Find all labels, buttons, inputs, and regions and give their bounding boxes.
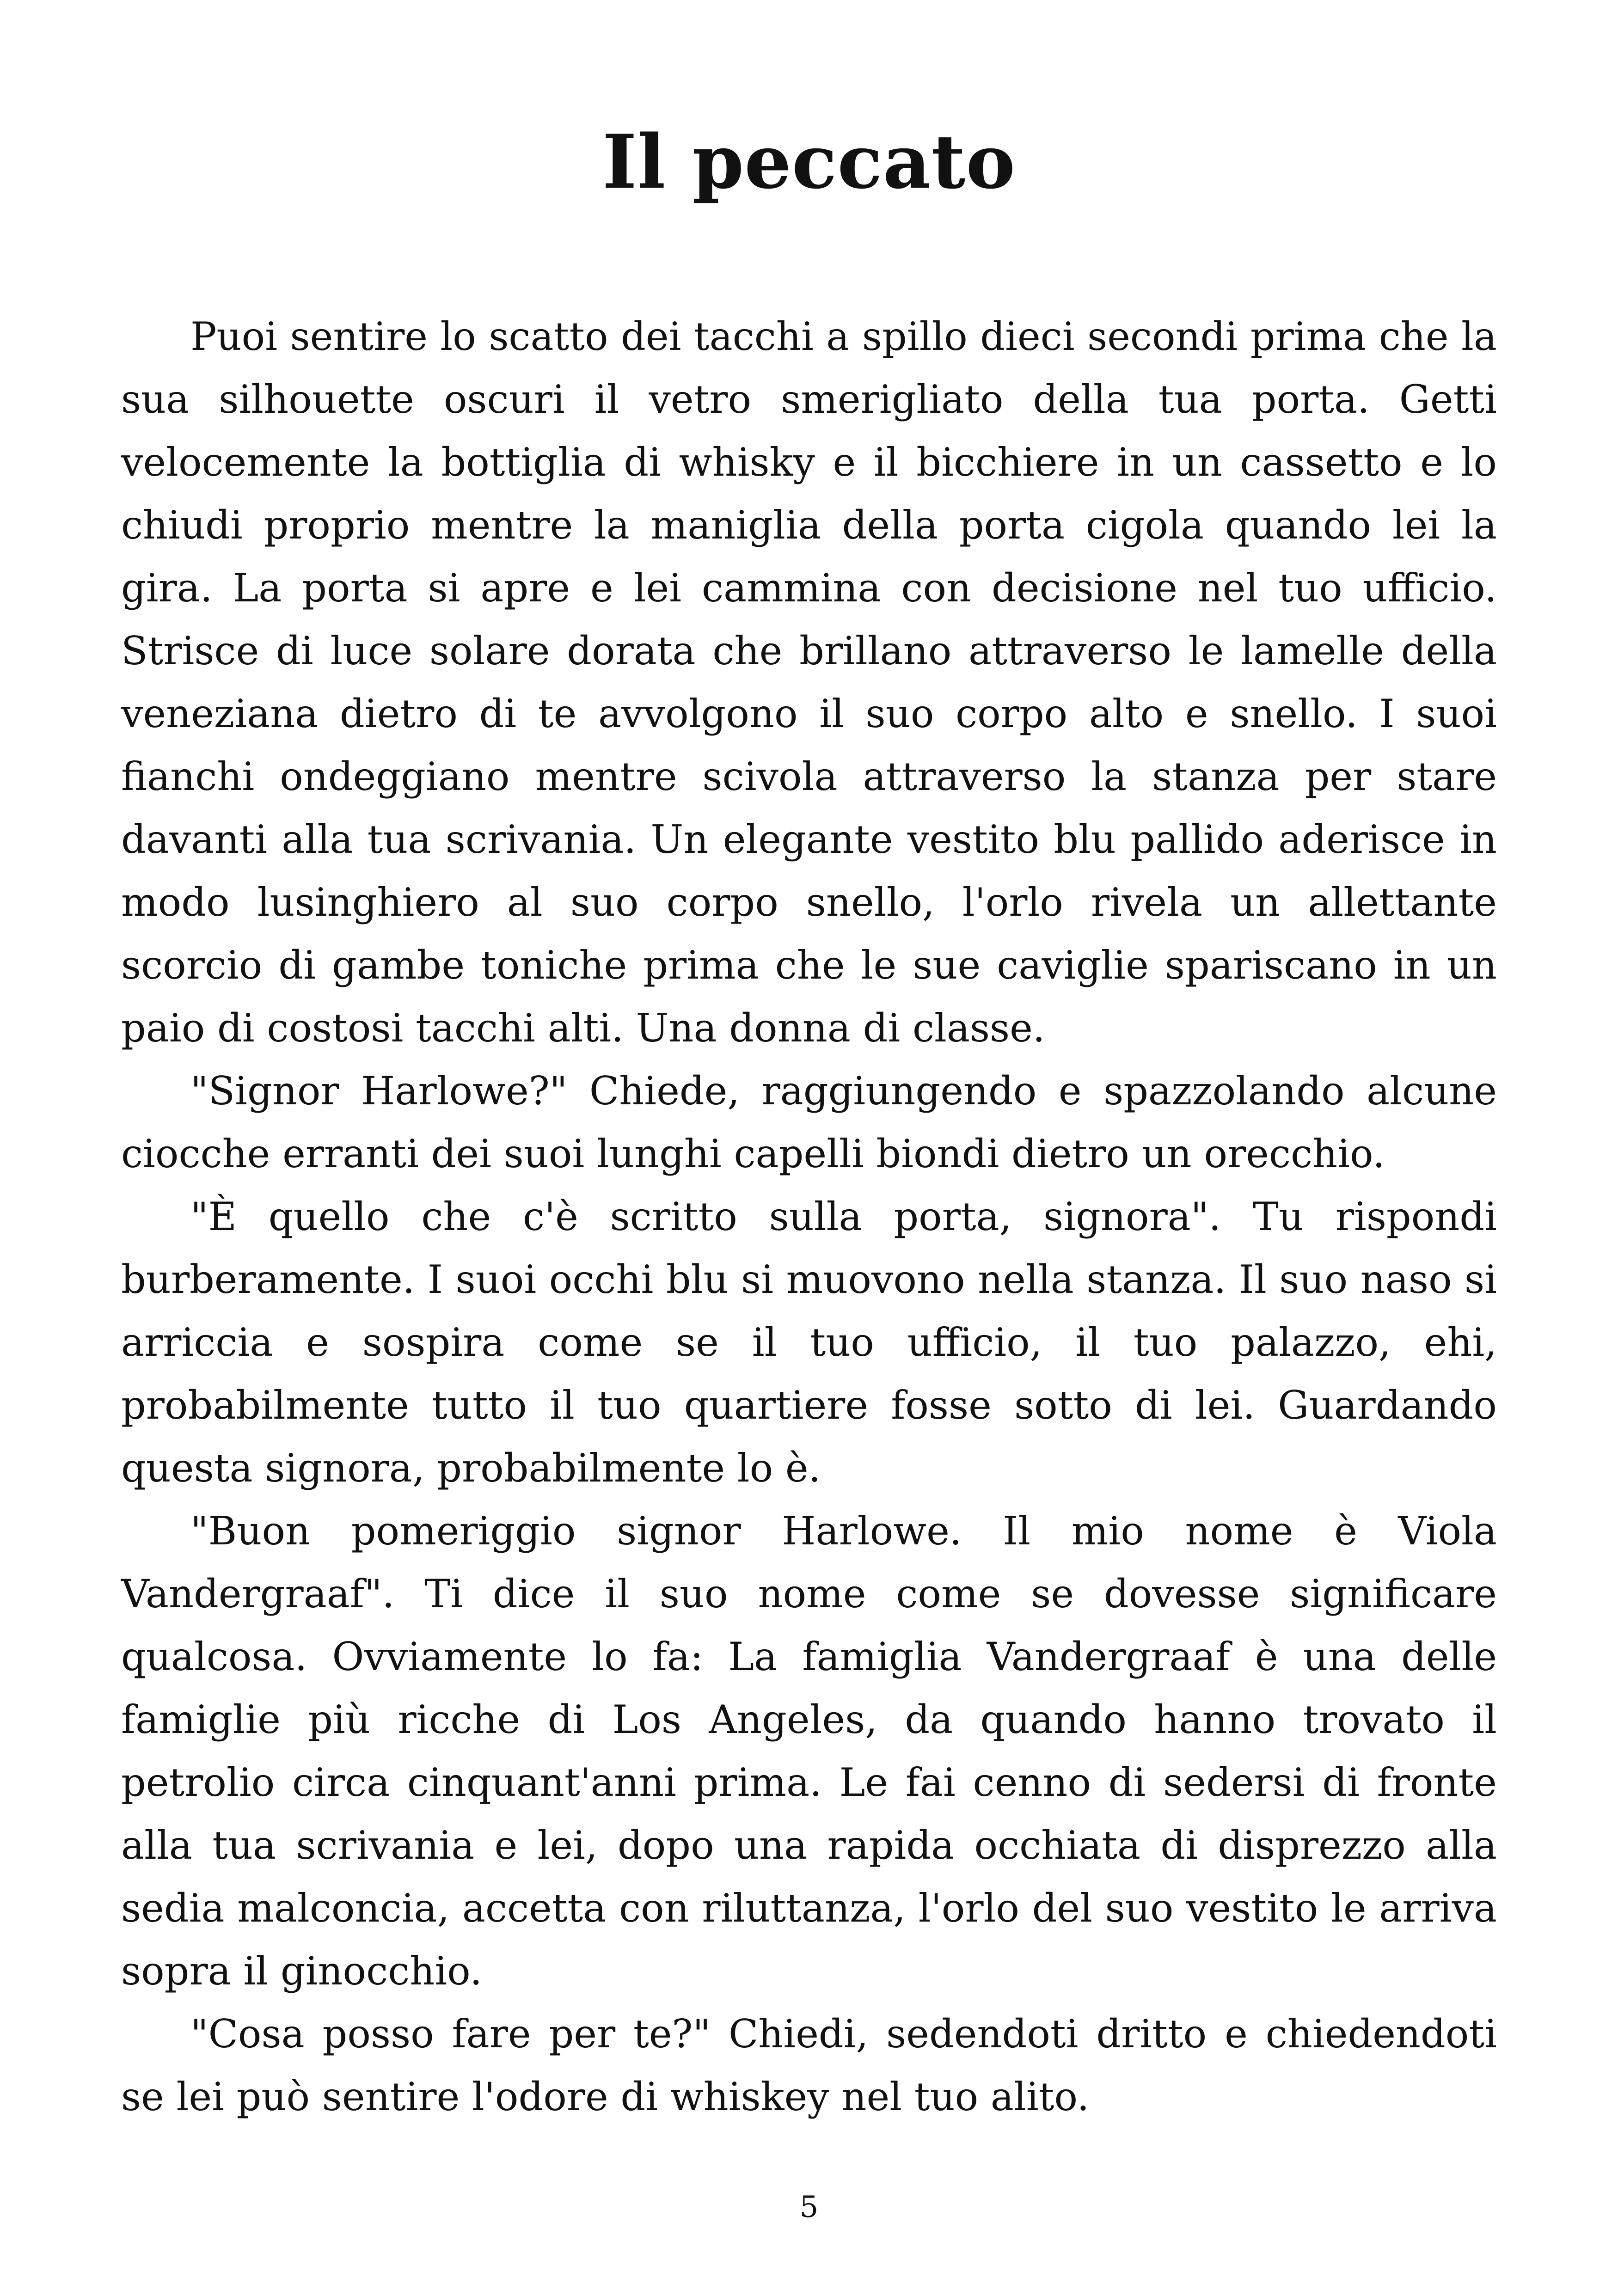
paragraph-3: "È quello che c'è scritto sulla porta, signora". Tu rispondi burberamente. I suoi occhi blu si muovono nella stanza. Il suo naso si arriccia e sospira come se il tuo ufficio, il tuo palazzo, ehi, probabilmente tutto il tuo quartiere fosse sotto di lei. Guardando questa signora, probabilmente lo è. bbox=[121, 1194, 1497, 1491]
paragraph-1: Puoi sentire lo scatto dei tacchi a spillo dieci secondi prima che la sua silhouette oscuri il vetro smerigliato della tua porta. Getti velocemente la bottiglia di whisky e il bicchiere in un cassetto e lo chiudi proprio mentre la maniglia della porta cigola quando lei la gira. La porta si apre e lei cammina con decisione nel tuo ufficio. Strisce di luce solare dorata che brillano attraverso le lamelle della veneziana dietro di te avvolgono il suo corpo alto e snello. I suoi fianchi ondeggiano mentre scivola attraverso la stanza per stare davanti alla tua scrivania. Un elegante vestito blu pallido aderisce in modo lusinghiero al suo corpo snello, l'orlo rivela un allettante scorcio di gambe toniche prima che le sue caviglie spariscano in un paio di costosi tacchi alti. Una donna di classe. bbox=[121, 314, 1497, 1051]
paragraph-2: "Signor Harlowe?" Chiede, raggiungendo e spazzolando alcune ciocche erranti dei suoi lunghi capelli biondi dietro un orecchio. bbox=[121, 1068, 1497, 1176]
paragraph-5: "Cosa posso fare per te?" Chiedi, sedendoti dritto e chiedendoti se lei può sentire l'odore di whiskey nel tuo alito. bbox=[121, 2011, 1497, 2119]
page-number: 5 bbox=[799, 2190, 819, 2224]
paragraph-4: "Buon pomeriggio signor Harlowe. Il mio nome è Viola Vandergraaf". Ti dice il suo nome come se dovesse significare qualcosa. Ovviamente lo fa: La famiglia Vandergraaf è una delle famiglie più ricche di Los Angeles, da quando hanno trovato il petrolio circa cinquant'anni prima. Le fai cenno di sedersi di fronte alla tua scrivania e lei, dopo una rapida occhiata di disprezzo alla sedia malconcia, accetta con riluttanza, l'orlo del suo vestito le arriva sopra il ginocchio. bbox=[121, 1508, 1497, 1994]
chapter-title: Il peccato bbox=[602, 118, 1016, 205]
chapter-body bbox=[121, 305, 1497, 2128]
